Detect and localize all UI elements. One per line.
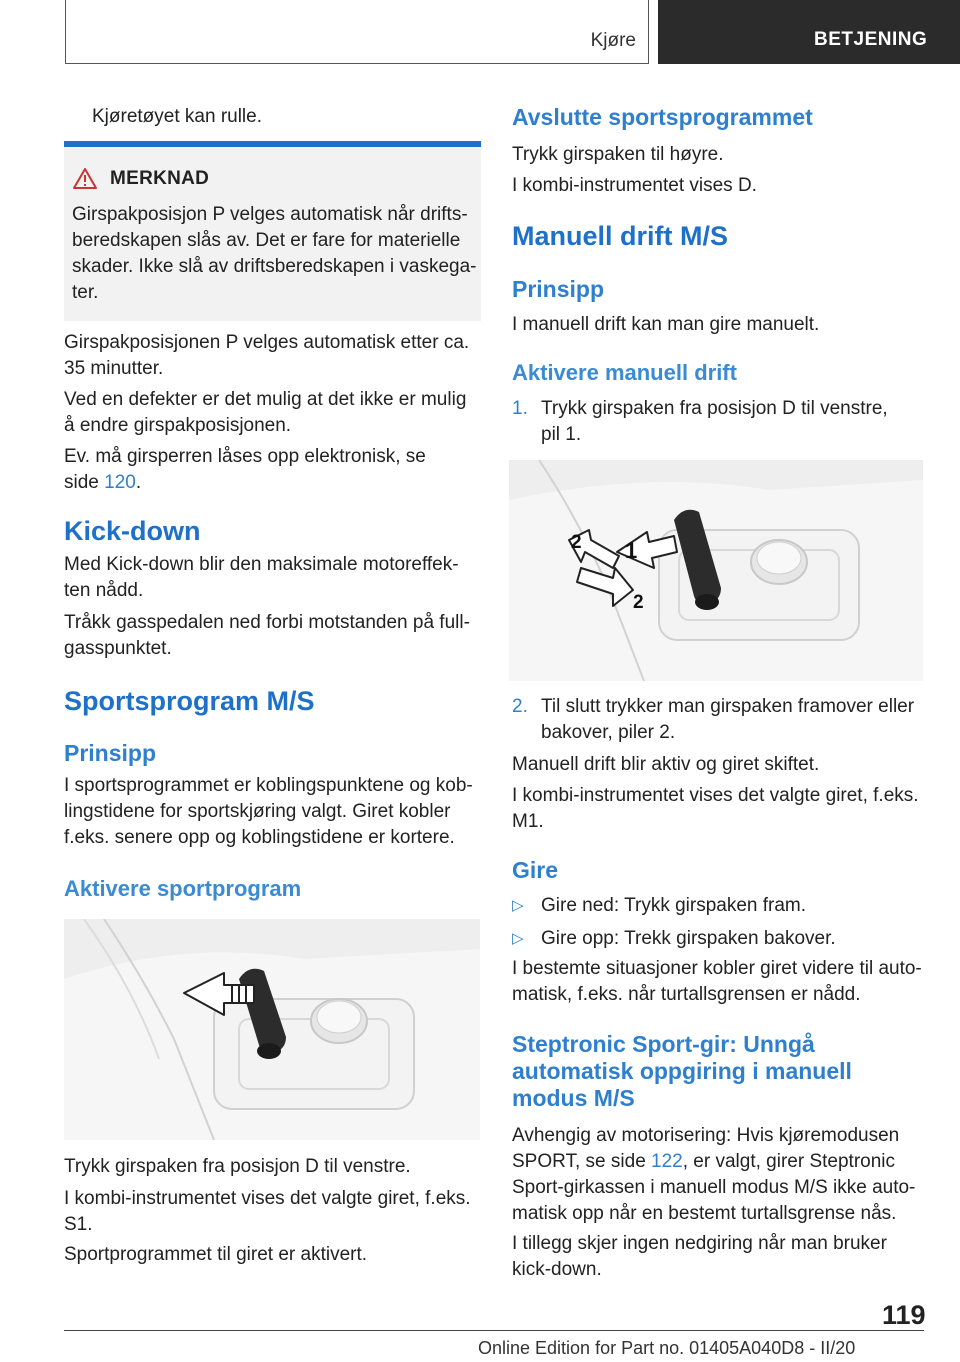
gear-lever-photo-sport	[64, 919, 480, 1140]
page-number: 119	[882, 1300, 926, 1330]
park-paragraph	[64, 330, 484, 382]
text-line: Girspakposisjonen P velges automatisk etter ca.	[64, 332, 470, 353]
sport-display-text	[64, 1186, 484, 1238]
note-line: beredskapen slås av. Det er fare for materielle	[72, 230, 461, 251]
exit-p2: I kombi-instrumentet vises D.	[512, 175, 757, 196]
text-fragment: side	[64, 472, 105, 493]
text-fragment: , er valgt, girer Steptronic	[682, 1151, 896, 1172]
text-line	[512, 1149, 932, 1175]
defect-paragraph	[64, 387, 484, 439]
text-line: Ved en defekter er det mulig at det ikke er mulig	[64, 389, 467, 410]
heading-line: Steptronic Sport-gir: Unngå	[512, 1031, 815, 1057]
heading-line: modus M/S	[512, 1085, 635, 1111]
text-line: I sportsprogrammet er koblingspunktene og kob-	[64, 775, 473, 796]
note-line: ter.	[72, 282, 99, 303]
text-line: Avhengig av motorisering: Hvis kjøremodusen	[512, 1125, 900, 1146]
heading-line: automatisk oppgiring i manuell	[512, 1058, 852, 1084]
text-line: I kombi-instrumentet vises det valgte giret, f.eks.	[64, 1188, 471, 1209]
heading-kickdown: Kick-down	[64, 516, 201, 546]
step-number: 2.	[512, 696, 528, 717]
manual-principle: I manuell drift kan man gire manuelt.	[512, 314, 820, 335]
header-box	[65, 0, 649, 64]
bullet-icon: ▷	[512, 897, 524, 914]
text-line: Trykk girspaken fra posisjon D til venstre,	[541, 398, 888, 419]
page-link-122[interactable]: 122	[651, 1151, 683, 1172]
note-line: Girspakposisjon P velges automatisk når drifts-	[72, 204, 468, 225]
subheading-activate-manual: Aktivere manuell drift	[512, 360, 737, 385]
note-title: MERKNAD	[110, 168, 210, 189]
sport-principle	[64, 773, 484, 851]
footer-divider	[64, 1330, 924, 1331]
text-line: Sport-girkassen i manuell modus M/S ikke auto-	[512, 1177, 916, 1198]
text-line: 35 minutter.	[64, 358, 164, 379]
gear-lever-arrows-illustration	[509, 460, 923, 681]
gear-lever-photo-manual	[509, 460, 923, 681]
text-line: Med Kick-down blir den maksimale motoreffek-	[64, 554, 459, 575]
exit-p1: Trykk girspaken til høyre.	[512, 144, 724, 165]
text-line: ten nådd.	[64, 580, 144, 601]
step-number: 1.	[512, 398, 528, 419]
unlock-paragraph	[64, 444, 484, 496]
text-fragment: SPORT, se side	[512, 1151, 652, 1172]
subheading-principle: Prinsipp	[64, 740, 157, 766]
note-line: skader. Ikke slå av driftsberedskapen i vaskega-	[72, 256, 477, 277]
warning-icon	[72, 167, 98, 190]
text-line: I kombi-instrumentet vises det valgte giret, f.eks.	[512, 785, 919, 806]
arrow-label-1: 1	[625, 538, 638, 563]
heading-manual: Manuell drift M/S	[512, 221, 728, 251]
gear-lever-illustration	[64, 919, 480, 1140]
list-item: Gire opp: Trekk girspaken bakover.	[541, 928, 836, 949]
subheading-activate-sport: Aktivere sportprogram	[64, 876, 302, 901]
section-title: BETJENING	[814, 29, 928, 50]
intro-text: Kjøretøyet kan rulle.	[92, 106, 262, 127]
section-tab	[658, 0, 960, 64]
sport-step-text: Trykk girspaken fra posisjon D til venstre.	[64, 1156, 411, 1177]
text-line: M1.	[512, 811, 544, 832]
kickdown-p2	[64, 610, 484, 662]
steptronic-p1	[512, 1123, 932, 1227]
text-line: å endre girspakposisjonen.	[64, 415, 292, 436]
text-line: Til slutt trykker man girspaken framover eller	[541, 696, 915, 717]
chapter-title: Kjøre	[590, 30, 636, 51]
kickdown-p1	[64, 552, 484, 604]
list-item: Gire ned: Trykk girspaken fram.	[541, 895, 807, 916]
text-line: bakover, piler 2.	[541, 722, 676, 743]
text-line: I tillegg skjer ingen nedgiring når man bruker	[512, 1233, 887, 1254]
text-line: f.eks. senere opp og koblingstidene er kortere.	[64, 827, 455, 848]
note-body	[72, 202, 477, 306]
arrow-label-2-top: 2	[571, 532, 582, 553]
subheading-manual-principle: Prinsipp	[512, 276, 605, 302]
steptronic-p2	[512, 1231, 932, 1283]
text-line: kick-down.	[512, 1259, 602, 1280]
text-line	[64, 470, 484, 496]
text-line: pil 1.	[541, 424, 582, 445]
heading-exit-sport: Avslutte sportsprogrammet	[512, 104, 813, 130]
text-line: Ev. må girsperren låses opp elektronisk, se	[64, 446, 426, 467]
text-line: S1.	[64, 1214, 93, 1235]
page-link-120[interactable]: 120	[104, 472, 136, 493]
arrow-label-2-bottom: 2	[633, 592, 644, 613]
text-line: matisk opp når en bestemt turtallsgrense nås.	[512, 1203, 897, 1224]
manual-active-text: Manuell drift blir aktiv og giret skiftet.	[512, 754, 820, 775]
text-line: gasspunktet.	[64, 638, 172, 659]
heading-sportprogram: Sportsprogram M/S	[64, 686, 315, 716]
heading-steptronic	[512, 1031, 932, 1112]
gire-paragraph	[512, 956, 932, 1008]
heading-gire: Gire	[512, 857, 559, 883]
text-line: I bestemte situasjoner kobler giret videre til auto-	[512, 958, 922, 979]
text-line: lingstidene for sportskjøring valgt. Giret kobler	[64, 801, 451, 822]
footer-edition: Online Edition for Part no. 01405A040D8 - II/20	[478, 1338, 856, 1358]
text-line: matisk, f.eks. når turtallsgrensen er nådd.	[512, 984, 861, 1005]
bullet-icon: ▷	[512, 930, 524, 947]
sport-active-text: Sportprogrammet til giret er aktivert.	[64, 1244, 368, 1265]
text-fragment: .	[135, 472, 142, 493]
manual-display-text	[512, 783, 932, 835]
text-line: Tråkk gasspedalen ned forbi motstanden på full-	[64, 612, 470, 633]
